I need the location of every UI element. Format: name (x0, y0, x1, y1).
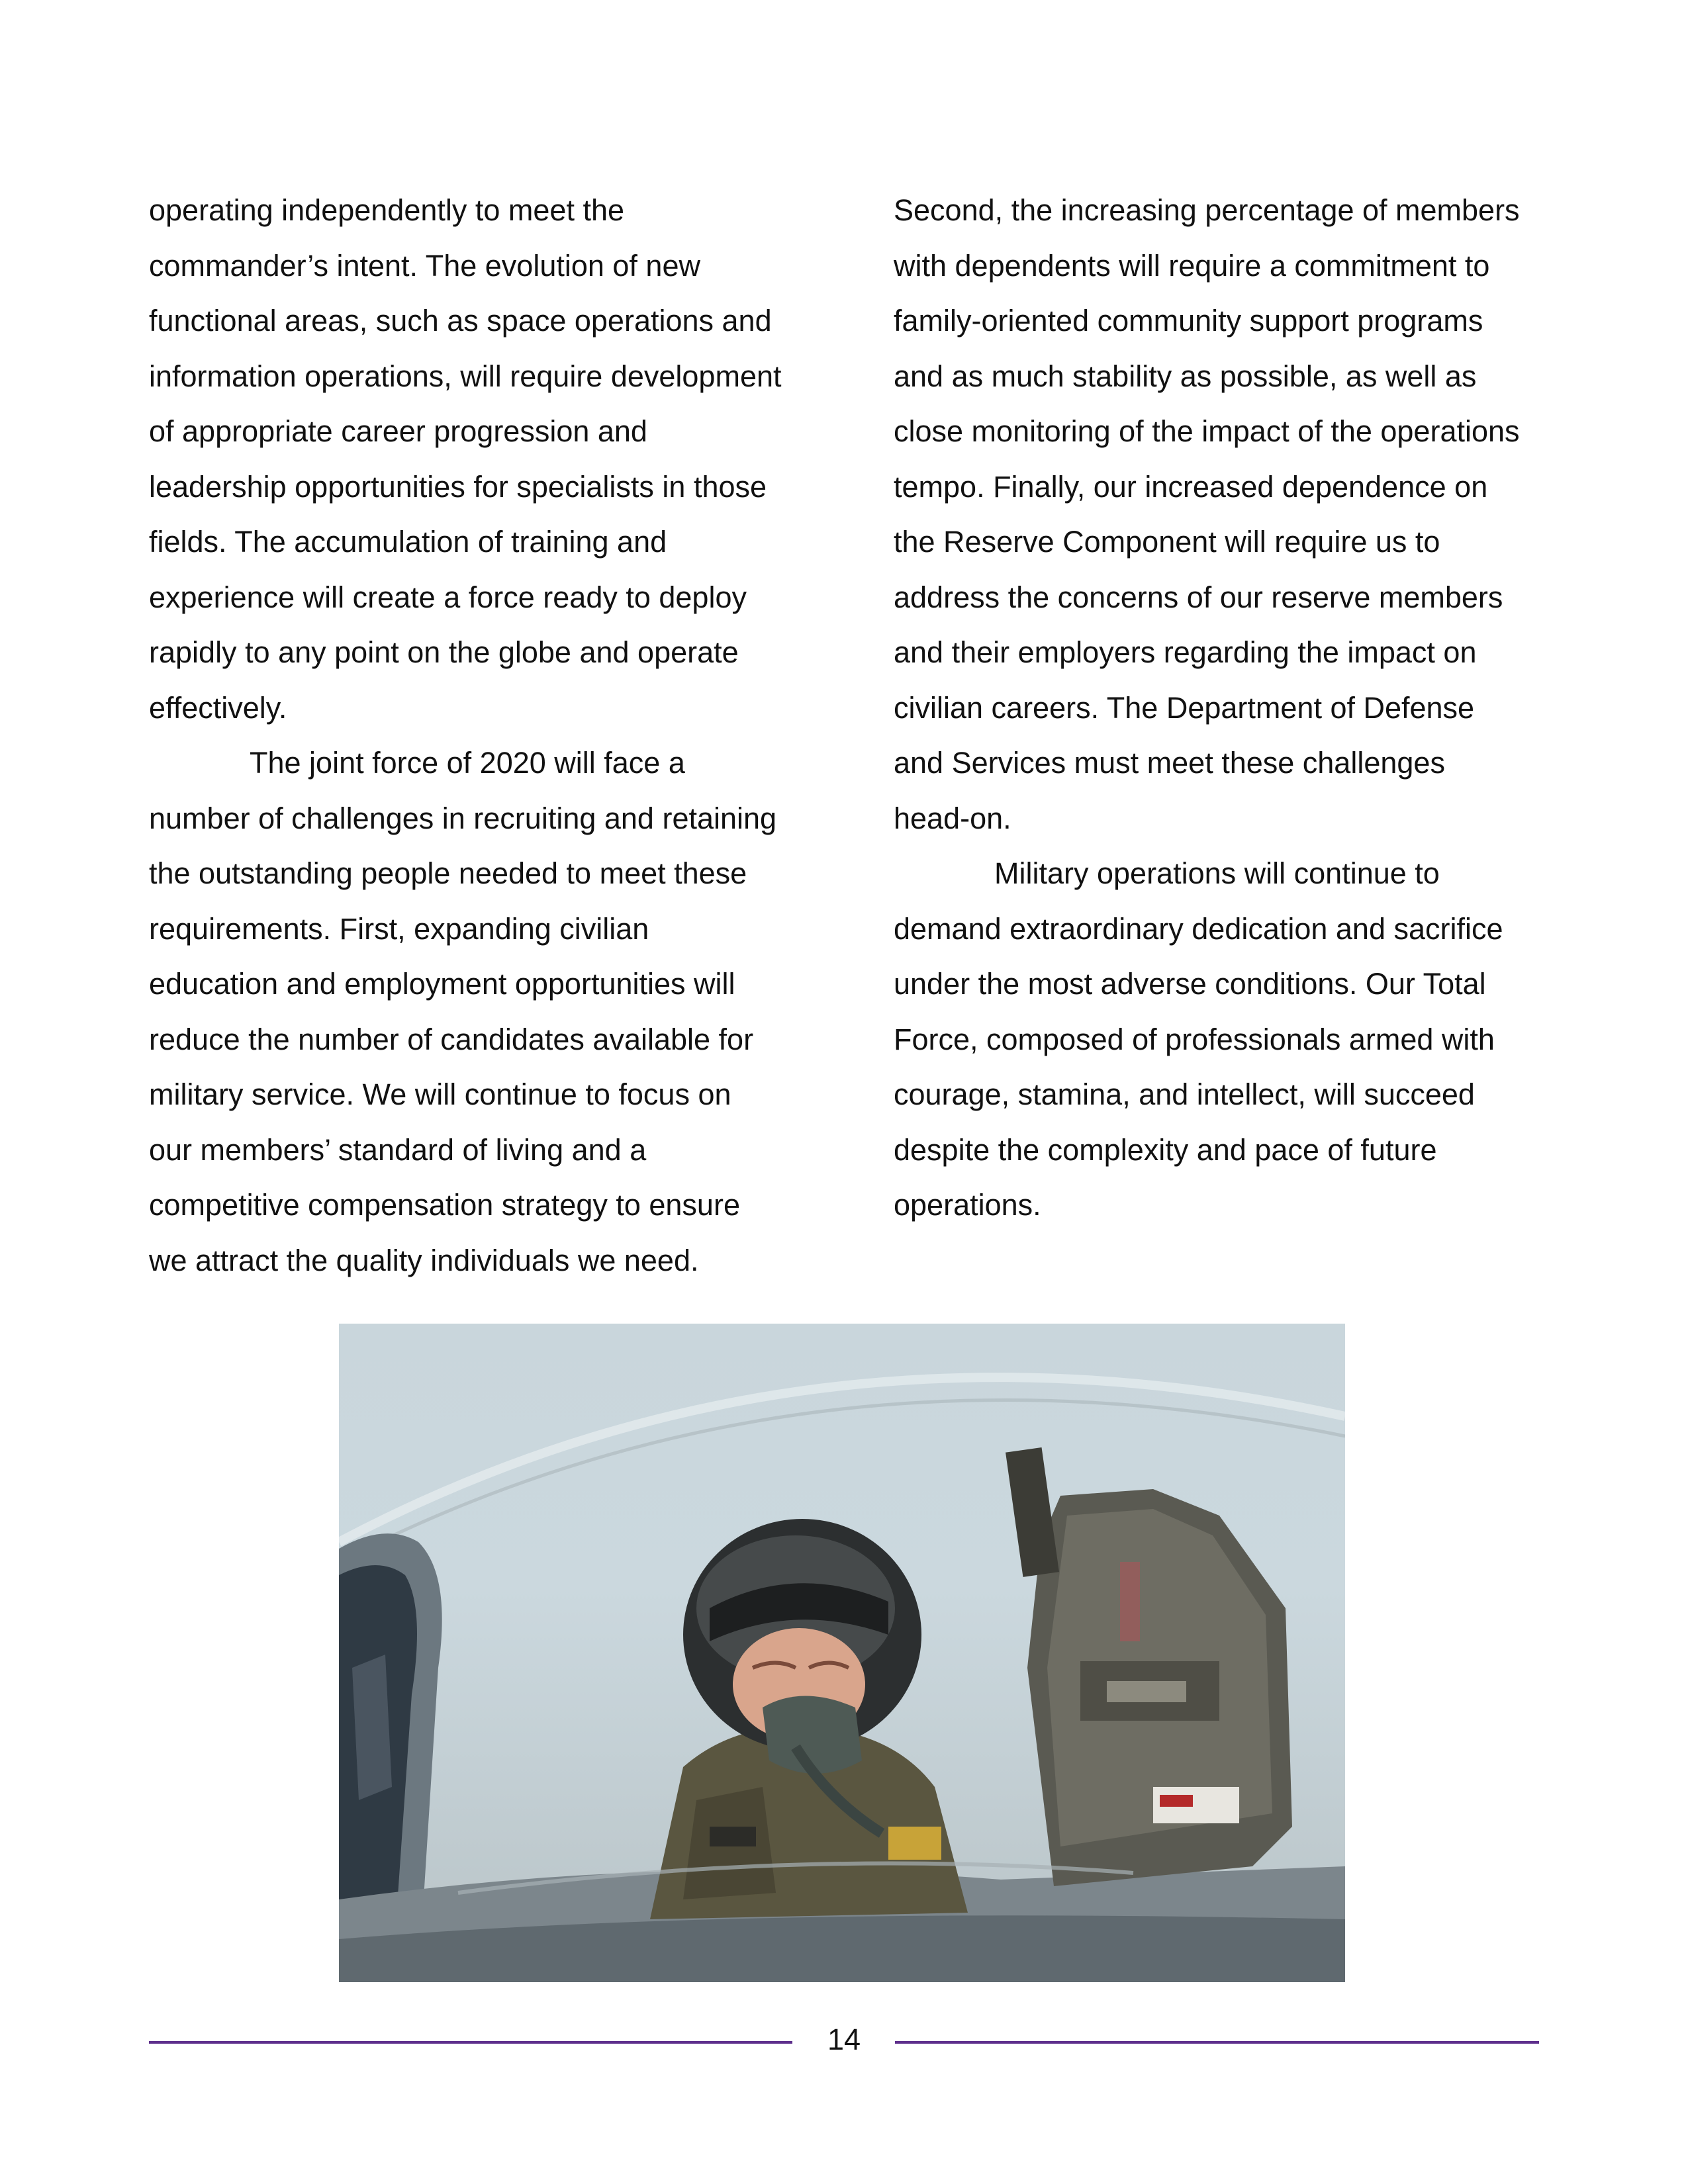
paragraph-first-line: The joint force of 2020 will face a (250, 746, 685, 780)
text-line: the outstanding people needed to meet these (149, 856, 747, 890)
text-line: operations. (894, 1188, 1041, 1222)
footer-rule-left (149, 2041, 792, 2044)
text-line: military service. We will continue to focus on (149, 1077, 731, 1111)
text-line: requirements. First, expanding civilian (149, 911, 649, 946)
paragraph-first-line: Military operations will continue to (994, 856, 1440, 890)
page-number: 14 (827, 2023, 861, 2056)
text-line: functional areas, such as space operations and (149, 304, 772, 338)
text-line: Second, the increasing percentage of members (894, 193, 1520, 227)
text-line: effectively. (149, 690, 287, 725)
text-line: civilian careers. The Department of Defense (894, 690, 1475, 725)
text-line: education and employment opportunities will (149, 967, 735, 1001)
text-line: and as much stability as possible, as well as (894, 359, 1477, 393)
text-line: our members’ standard of living and a (149, 1132, 647, 1167)
text-line: demand extraordinary dedication and sacrifice (894, 911, 1503, 946)
text-line: and their employers regarding the impact on (894, 635, 1477, 669)
text-line: rapidly to any point on the globe and operate (149, 635, 739, 669)
text-line: of appropriate career progression and (149, 414, 647, 448)
footer-rule-right (895, 2041, 1539, 2044)
text-line: leadership opportunities for specialists in those (149, 469, 767, 504)
text-line: and Services must meet these challenges (894, 746, 1445, 780)
left-text-column (149, 183, 818, 1288)
text-line: family-oriented community support programs (894, 304, 1483, 338)
text-line: competitive compensation strategy to ensure (149, 1188, 740, 1222)
right-text-column (894, 183, 1569, 1233)
text-line: despite the complexity and pace of future (894, 1132, 1437, 1167)
text-line: we attract the quality individuals we need. (149, 1243, 699, 1277)
text-line: under the most adverse conditions. Our Total (894, 967, 1486, 1001)
pilot-cockpit-photo (339, 1324, 1345, 1982)
text-line: experience will create a force ready to deploy (149, 580, 747, 614)
text-line: fields. The accumulation of training and (149, 525, 667, 559)
text-line: information operations, will require development (149, 359, 782, 393)
text-line: head-on. (894, 801, 1011, 835)
text-line: with dependents will require a commitment to (894, 248, 1490, 283)
text-line: operating independently to meet the (149, 193, 625, 227)
pilot-cockpit-illustration (339, 1324, 1345, 1982)
text-line: tempo. Finally, our increased dependence on (894, 469, 1488, 504)
text-line: number of challenges in recruiting and retaining (149, 801, 777, 835)
text-line: address the concerns of our reserve members (894, 580, 1503, 614)
text-line: reduce the number of candidates available for (149, 1022, 754, 1056)
text-line: commander’s intent. The evolution of new (149, 248, 700, 283)
text-line: close monitoring of the impact of the operations (894, 414, 1520, 448)
text-line: Force, composed of professionals armed with (894, 1022, 1495, 1056)
text-line: courage, stamina, and intellect, will succeed (894, 1077, 1475, 1111)
text-line: the Reserve Component will require us to (894, 525, 1440, 559)
